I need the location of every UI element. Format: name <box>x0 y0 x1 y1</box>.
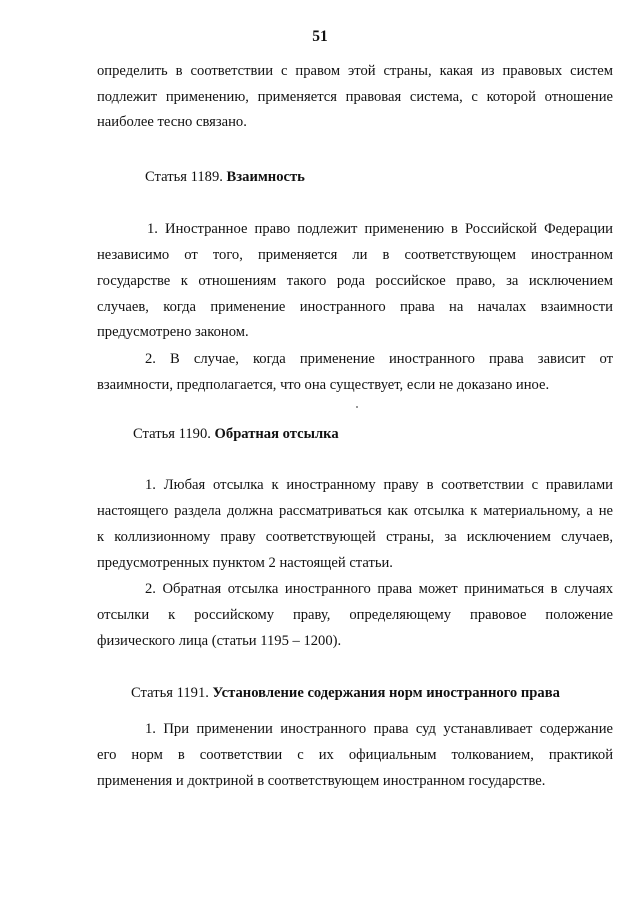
paragraph-line: государстве к отношениям такого рода российское право, за исключением <box>97 273 613 289</box>
paragraph-line: предусмотрено законом. <box>97 324 249 340</box>
article-title: Установление содержания норм иностранного права <box>212 685 560 701</box>
article-heading-1190 <box>133 424 339 444</box>
paragraph-line: предусмотренных пунктом 2 настоящей статьи. <box>97 555 393 571</box>
page-number: 51 <box>312 28 328 45</box>
paragraph-line: 1. Любая отсылка к иностранному праву в соответствии с правилами <box>145 477 613 493</box>
scan-speck <box>356 406 358 408</box>
paragraph-line: 1. При применении иностранного права суд устанавливает содержание <box>145 721 613 737</box>
article-number: Статья 1189. <box>145 169 223 185</box>
article-heading-1191 <box>131 683 560 703</box>
paragraph-line: 1. Иностранное право подлежит применению в Российской Федерации <box>147 221 613 237</box>
intro-line: определить в соответствии с правом этой страны, какая из правовых систем <box>97 63 613 79</box>
paragraph-line: случаев, когда применение иностранного права на началах взаимности <box>97 299 613 315</box>
article-title: Обратная отсылка <box>214 426 339 442</box>
paragraph-line: его норм в соответствии с их официальным толкованием, практикой <box>97 747 613 763</box>
paragraph-line: 2. В случае, когда применение иностранного права зависит от <box>145 351 613 367</box>
paragraph-line: взаимности, предполагается, что она существует, если не доказано иное. <box>97 377 550 393</box>
article-number: Статья 1190. <box>133 426 211 442</box>
article-number: Статья 1191. <box>131 685 209 701</box>
paragraph-line: независимо от того, применяется ли в соответствующем иностранном <box>97 247 613 263</box>
article-title: Взаимность <box>226 169 305 185</box>
intro-line: подлежит применению, применяется правовая система, с которой отношение <box>97 89 613 105</box>
paragraph-line: отсылки к российскому праву, определяющему правовое положение <box>97 607 613 623</box>
paragraph-line: 2. Обратная отсылка иностранного права может приниматься в случаях <box>145 581 613 597</box>
paragraph-line: применения и доктриной в соответствующем иностранном государстве. <box>97 773 546 789</box>
article-heading-1189 <box>145 167 305 187</box>
paragraph-line: настоящего раздела должна рассматриваться как отсылка к материальному, а не <box>97 503 613 519</box>
paragraph-line: физического лица (статьи 1195 – 1200). <box>97 633 342 649</box>
intro-line: наиболее тесно связано. <box>97 114 247 130</box>
paragraph-line: к коллизионному праву соответствующей страны, за исключением случаев, <box>97 529 613 545</box>
